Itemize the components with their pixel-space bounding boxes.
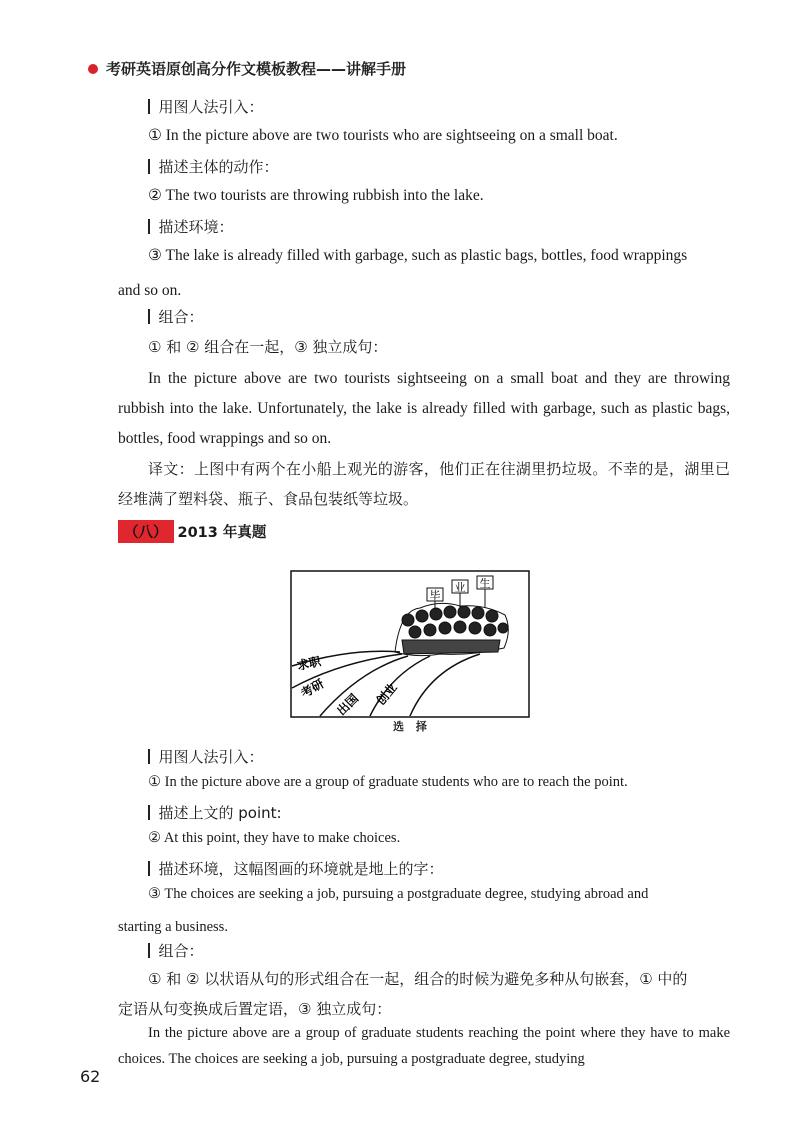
- cartoon-caption: 选 择: [393, 720, 431, 733]
- combine-instruction: ① 和 ② 组合在一起，③ 独立成句：: [148, 338, 388, 356]
- step-label: 组合：: [148, 306, 204, 327]
- combine-instruction: ① 和 ② 以状语从句的形式组合在一起，组合的时候为避免多种从句嵌套，① 中的: [148, 970, 688, 988]
- red-dot-icon: [88, 64, 98, 74]
- path-label: 出国: [334, 691, 362, 718]
- path-label: 考研: [298, 676, 327, 701]
- sentence-1: ① In the picture above are a group of graduate students who are to reach the point.: [148, 774, 628, 790]
- sign-char: 生: [479, 577, 491, 590]
- sentence-2: ② At this point, they have to make choices.: [148, 830, 401, 846]
- sentence-2: ② The two tourists are throwing rubbish into the lake.: [148, 187, 484, 204]
- path-label: 创业: [373, 680, 400, 708]
- step-label: 描述主体的动作：: [148, 156, 279, 177]
- cartoon-illustration: [290, 570, 530, 718]
- header-title: 考研英语原创高分作文模板教程——讲解手册: [106, 60, 407, 78]
- bar-icon: [148, 749, 150, 764]
- page-number: 62: [80, 1067, 101, 1086]
- combined-paragraph: In the picture above are two tourists sightseeing on a small boat and they are throwing rubbish into the lake. Unfortunately, the lake is already filled with garbage, such as plastic bags, bottles, food wrappings and so on.: [118, 370, 730, 447]
- sentence-3: ③ The choices are seeking a job, pursuing a postgraduate degree, studying abroad and: [148, 886, 649, 902]
- sentence-1: ① In the picture above are two tourists who are sightseeing on a small boat.: [148, 127, 618, 144]
- bar-icon: [148, 805, 150, 820]
- bar-icon: [148, 943, 150, 958]
- bar-icon: [148, 219, 150, 234]
- section-tag: （八）: [118, 520, 174, 543]
- step-label: 描述环境：: [148, 216, 234, 237]
- section-heading: [118, 520, 266, 543]
- combine-instruction-cont: 定语从句变换成后置定语，③ 独立成句：: [118, 1000, 392, 1018]
- bar-icon: [148, 99, 150, 114]
- combined-paragraph: In the picture above are a group of graduate students reaching the point where they have to make choices. The choices are seeking a job, pursuing a postgraduate degree, studying: [118, 1025, 730, 1067]
- sentence-3-cont: and so on.: [118, 282, 182, 299]
- step-label: 描述环境，这幅图画的环境就是地上的字：: [148, 858, 444, 879]
- sign-char: 业: [454, 581, 466, 594]
- running-header: [88, 58, 406, 79]
- path-label: 求职: [295, 654, 323, 673]
- step-label: 描述上文的 point:: [148, 802, 282, 823]
- step-label: 用图人法引入：: [148, 746, 264, 767]
- bar-icon: [148, 159, 150, 174]
- sentence-3-cont: starting a business.: [118, 919, 228, 935]
- bar-icon: [148, 309, 150, 324]
- bar-icon: [148, 861, 150, 876]
- step-label: 用图人法引入：: [148, 96, 264, 117]
- sign-char: 毕: [429, 589, 441, 602]
- crowd: [395, 603, 508, 655]
- step-label: 组合：: [148, 940, 204, 961]
- sentence-3: ③ The lake is already filled with garbage, such as plastic bags, bottles, food wrappings: [148, 247, 688, 264]
- section-title: 2013 年真题: [177, 525, 267, 541]
- translation: 译文：上图中有两个在小船上观光的游客，他们正在往湖里扔垃圾。不幸的是，湖里已经堆满了塑料袋、瓶子、食品包装纸等垃圾。: [118, 460, 730, 508]
